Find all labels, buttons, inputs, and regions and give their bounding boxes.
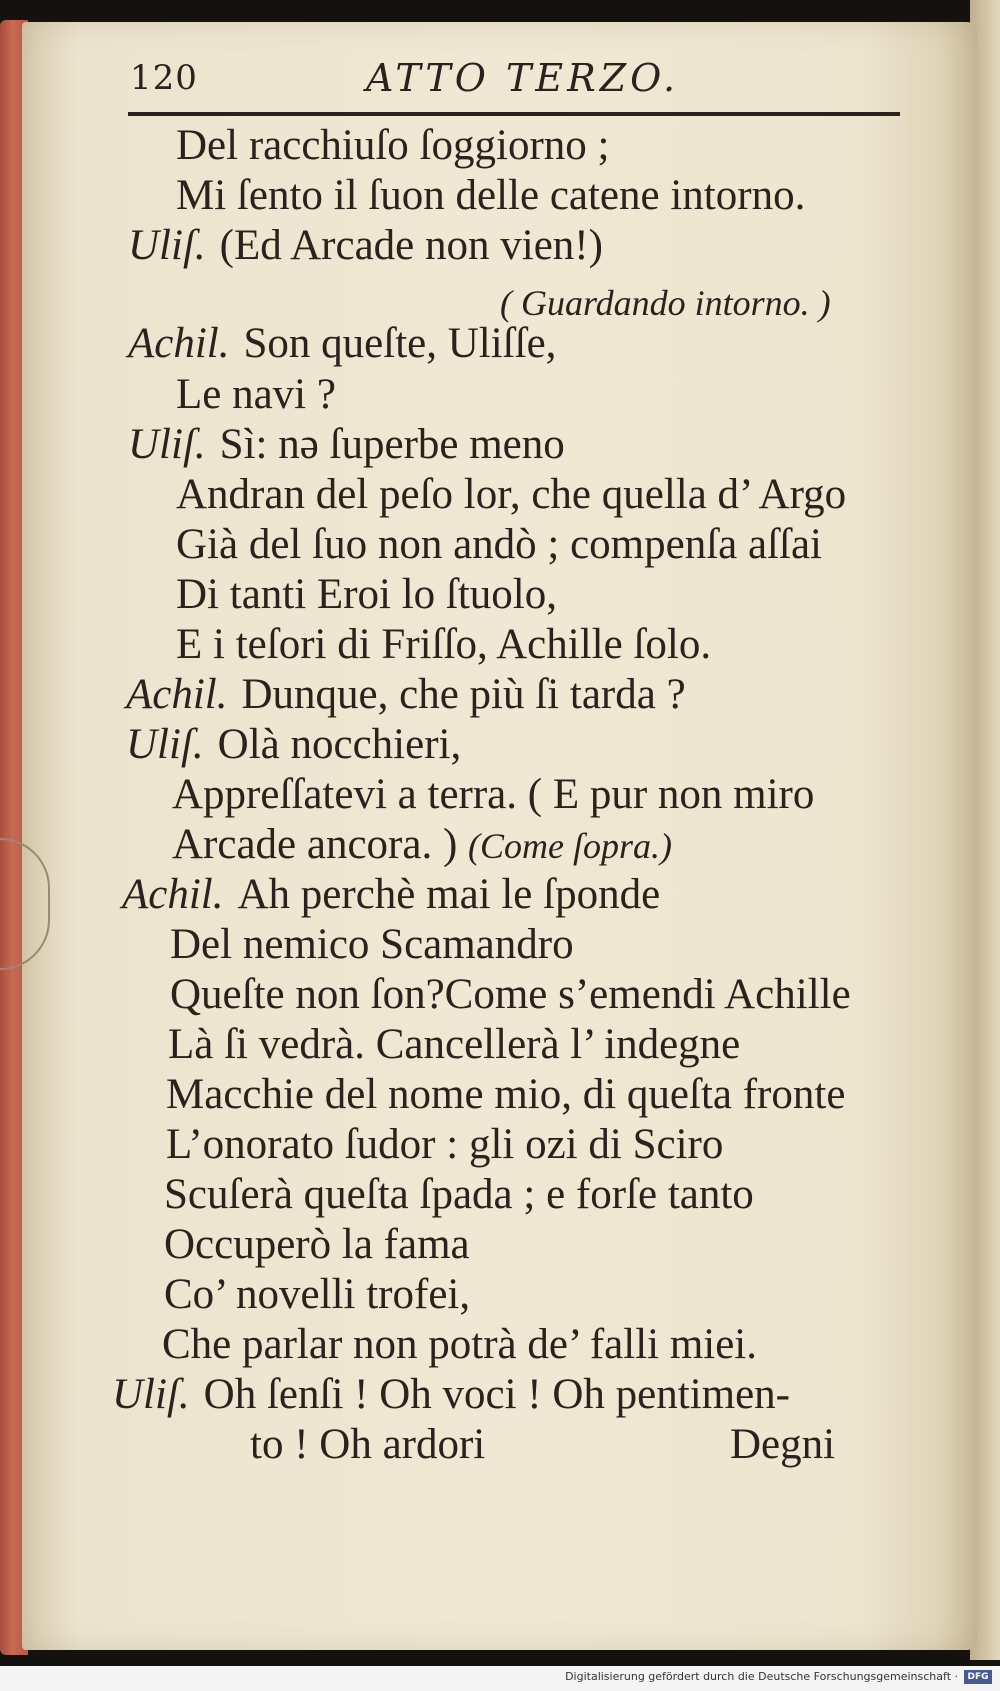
line-text: Son queſte, Uliſſe, [243, 320, 557, 367]
text-line [500, 280, 831, 323]
text-line [176, 174, 805, 217]
text-line [172, 823, 672, 866]
line-text: Mi ſento il ſuon delle catene intorno. [176, 172, 806, 219]
text-line [176, 124, 609, 167]
text-line [176, 373, 336, 416]
text-line [162, 1323, 757, 1366]
line-text: E i teſori di Friſſo, Achille ſolo. [176, 621, 712, 668]
stage-direction: ( Guardando intorno. ) [500, 283, 831, 323]
speaker-name: Achil. [126, 671, 228, 718]
line-text: Le navi ? [176, 371, 336, 418]
text-line [126, 673, 686, 716]
line-text: L’onorato ſudor : gli ozi di Sciro [166, 1121, 724, 1168]
text-line [250, 1423, 485, 1466]
line-text: Co’ novelli trofei, [164, 1271, 471, 1318]
line-text: Queſte non ſon?Come s’emendi Achille [170, 971, 851, 1018]
text-line [176, 473, 846, 516]
speaker-name: Uliſ. [128, 421, 206, 468]
text-line [164, 1273, 470, 1316]
text-line [170, 973, 851, 1016]
text-line [176, 523, 822, 566]
line-text: Macchie del nome mio, di queſta fronte [166, 1071, 846, 1118]
text-line [128, 322, 556, 365]
speaker-name: Achil. [128, 320, 230, 367]
speaker-name: Uliſ. [128, 222, 206, 269]
line-text: Già del ſuo non andò ; compenſa aſſai [176, 521, 823, 568]
text-line [170, 923, 574, 966]
running-head: ATTO TERZO. [366, 56, 680, 100]
line-text: Scuſerà queſta ſpada ; e forſe tanto [164, 1171, 754, 1218]
line-text: Appreſſatevi a terra. ( E pur non miro [172, 771, 815, 818]
text-line [164, 1173, 754, 1216]
line-text: Là ſi vedrà. Cancellerà l’ indegne [168, 1021, 741, 1068]
line-text: Arcade ancora. ) [172, 821, 458, 868]
line-text: Che parlar non potrà de’ falli miei. [162, 1321, 758, 1368]
line-text: Dunque, che più ſi tarda ? [241, 671, 686, 718]
line-text: Occuperò la fama [164, 1221, 470, 1268]
footer-bar [0, 1666, 1000, 1691]
text-line [168, 1023, 740, 1066]
text-line [128, 423, 565, 466]
dfg-logo: DFG [964, 1670, 992, 1684]
speaker-name: Uliſ. [112, 1371, 190, 1418]
line-text: to ! Oh ardori [250, 1421, 486, 1468]
digitization-credit: Digitalisierung gefördert durch die Deutsche Forschungsgemeinschaft · [565, 1670, 958, 1683]
line-text: Oh ſenſi ! Oh voci ! Oh pentimen- [203, 1371, 790, 1418]
speaker-name: Achil. [122, 871, 224, 918]
catchword-text: Degni [730, 1421, 836, 1468]
line-text: Del nemico Scamandro [170, 921, 574, 968]
line-text: Olà nocchieri, [217, 721, 462, 768]
text-line [176, 573, 557, 616]
line-text: Del racchiuſo ſoggiorno ; [176, 122, 610, 169]
page-number: 120 [130, 58, 198, 98]
text-line [166, 1123, 723, 1166]
text-line [126, 723, 461, 766]
text-line [164, 1223, 470, 1266]
line-text: Sì: nə ſuperbe meno [219, 421, 565, 468]
line-text: Andran del peſo lor, che quella d’ Argo [176, 471, 847, 518]
line-text: (Ed Arcade non vien!) [219, 222, 603, 269]
text-line [128, 224, 603, 267]
text-line [122, 873, 660, 916]
text-line [176, 623, 711, 666]
line-text: Di tanti Eroi lo ſtuolo, [176, 571, 557, 618]
text-line [166, 1073, 845, 1116]
text-line [112, 1373, 790, 1416]
catchword [730, 1423, 835, 1466]
stage-direction: (Come ſopra.) [468, 826, 673, 866]
text-line [172, 773, 814, 816]
line-text: Ah perchè mai le ſponde [237, 871, 661, 918]
speaker-name: Uliſ. [126, 721, 204, 768]
